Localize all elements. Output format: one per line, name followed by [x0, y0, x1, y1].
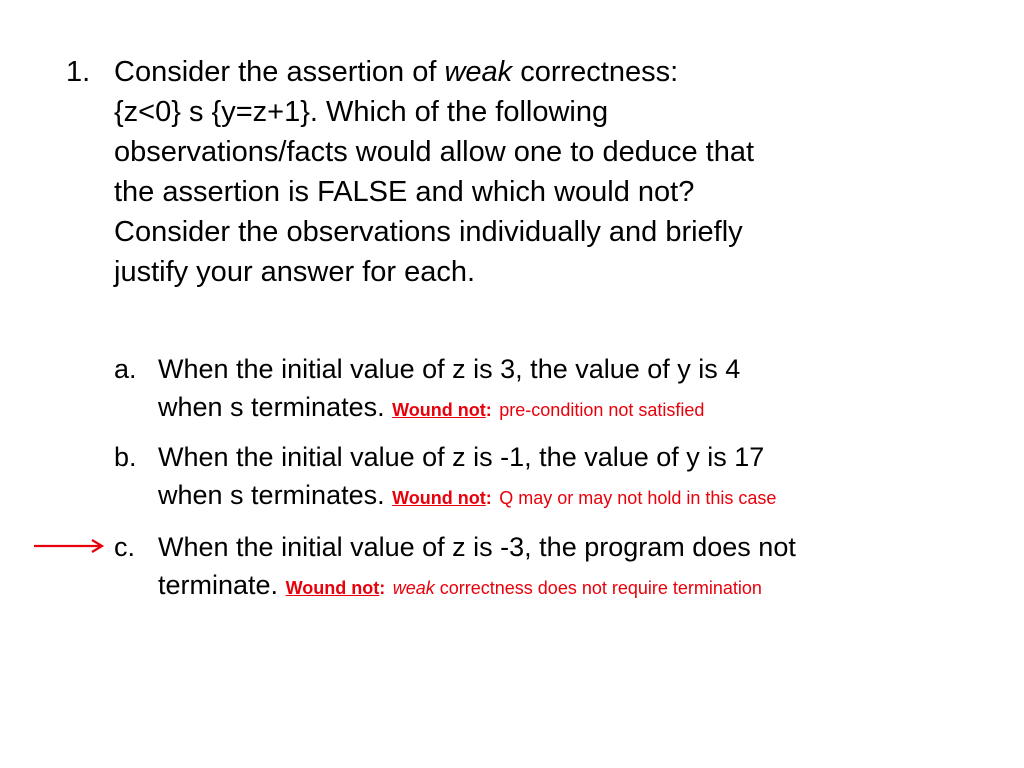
item-c-answer-text: correctness does not require termination — [434, 578, 762, 598]
item-c-line-2 — [158, 566, 1008, 607]
question-line-1-post: correctness: — [512, 56, 679, 88]
item-c-answer-label: Wound not — [285, 578, 380, 598]
item-b-line-2 — [158, 476, 1008, 517]
question-line-3: observations/facts would allow one to deduce that — [114, 136, 755, 168]
item-b-letter: b. — [114, 442, 137, 472]
item-a-text — [158, 350, 1008, 429]
question-line-6: justify your answer for each. — [114, 256, 476, 288]
question-number: 1. — [66, 56, 91, 88]
question-line-2: {z<0} s {y=z+1}. Which of the following — [114, 96, 609, 128]
item-c-text — [158, 528, 1008, 607]
item-b-text — [158, 438, 1008, 517]
right-arrow-icon — [34, 537, 106, 555]
item-a-answer-text: pre-condition not satisfied — [499, 400, 705, 420]
item-c-answer-emphasis: weak — [392, 578, 435, 598]
item-b-answer-label: Wound not — [392, 488, 486, 508]
item-c-letter: c. — [114, 532, 136, 562]
item-a-answer-colon: : — [485, 400, 492, 420]
item-b-line-1: When the initial value of z is -1, the value of y is 17 — [158, 442, 765, 472]
question-line-5: Consider the observations individually and briefly — [114, 216, 743, 248]
item-b-line-2-text: when s terminates. — [158, 480, 385, 510]
item-b-answer-text: Q may or may not hold in this case — [499, 488, 777, 508]
item-a-line-1: When the initial value of z is 3, the value of y is 4 — [158, 354, 741, 384]
question-text — [114, 52, 974, 292]
item-c-answer-colon: : — [379, 578, 386, 598]
question-line-4: the assertion is FALSE and which would not? — [114, 176, 695, 208]
item-a-line-2-text: when s terminates. — [158, 392, 385, 422]
item-a-answer-label: Wound not — [392, 400, 486, 420]
item-a-line-2 — [158, 388, 1008, 429]
question-line-1-emphasis: weak — [444, 56, 513, 88]
item-c-line-1: When the initial value of z is -3, the program does not — [158, 532, 796, 562]
question-line-1 — [114, 52, 974, 92]
item-c-line-2-text: terminate. — [158, 570, 279, 600]
item-a-letter: a. — [114, 354, 137, 384]
question-line-1-pre: Consider the assertion of — [114, 56, 445, 88]
item-b-answer-colon: : — [485, 488, 492, 508]
